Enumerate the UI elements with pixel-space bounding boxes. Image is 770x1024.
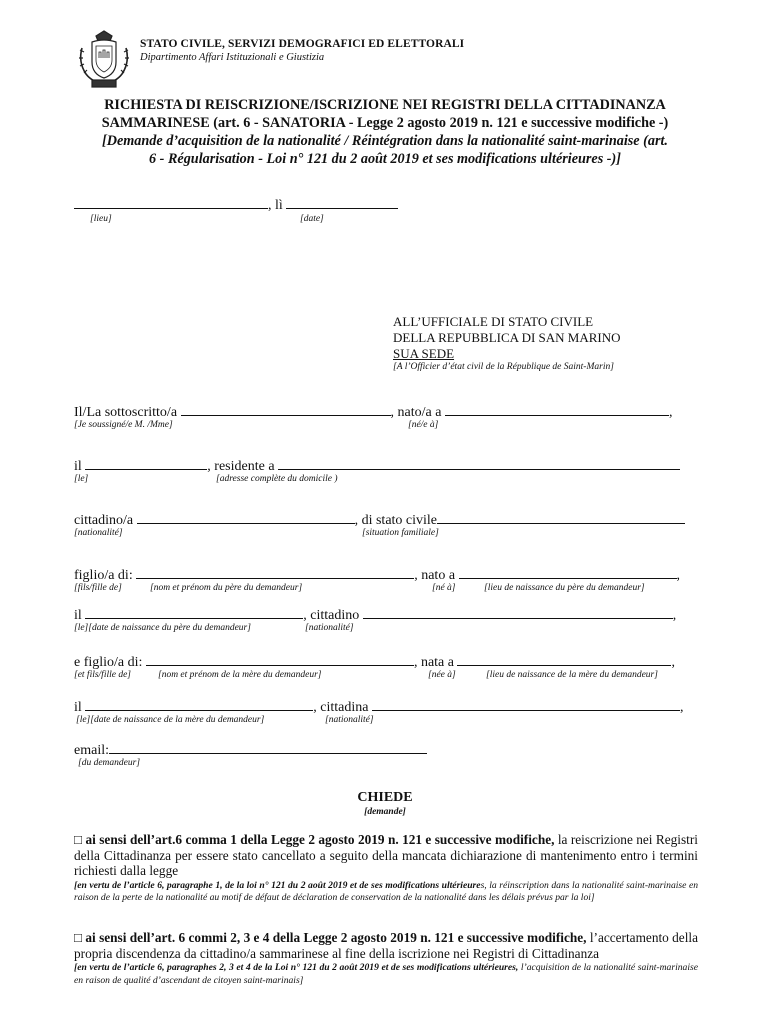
trailing-comma: , (676, 568, 681, 583)
title-line-3: [Demande d’acquisition de la nationalité / Réintégration dans la nationalité saint-marinaise (art. (102, 133, 668, 149)
civil-status-label: , di stato civile (354, 513, 438, 528)
request-option-1 (74, 832, 698, 905)
place-date-separator: , lì (268, 198, 283, 213)
place-caption: [lieu] (90, 214, 112, 224)
birthdate-residence-row (74, 457, 680, 475)
mother-date-caption: [le][date de naissance de la mère du demandeur] (76, 715, 265, 725)
option-1-text: la reiscrizione nei Registri della Cittadinanza per essere stato cancellato a seguito della mancata dichiarazione di mantenimento entro i termini richiesti dalla legge (74, 832, 698, 878)
mother-row (74, 653, 675, 671)
father-date-row (74, 606, 676, 624)
option-2-french-legal-basis: [en vertu de l’article 6, paragraphes 2, 3 et 4 de la Loi n° 121 du 2 août 2019 et de ses modifications ultérieures, (74, 962, 519, 973)
mother-born-label: , nata a (413, 655, 454, 670)
resident-caption: [adresse complète du domicile ) (216, 474, 338, 484)
option-1-legal-basis: ai sensi dell’art.6 comma 1 della Legge 2 agosto 2019 n. 121 e successive modifiche, (85, 832, 555, 847)
addressee-line-3: SUA SEDE (393, 346, 455, 361)
email-row (74, 741, 427, 759)
option-1-french-legal-basis: [en vertu de l’article 6, paragraphe 1, de la loi n° 121 du 2 août 2019 et de ses modifications ultérieure (74, 879, 481, 891)
citizen-label: cittadino/a (74, 513, 134, 528)
email-label: email: (74, 743, 109, 758)
father-citizen-caption: [nationalité] (305, 623, 354, 633)
date-field[interactable] (286, 196, 398, 209)
date-caption: [date] (300, 214, 324, 224)
mother-name-field[interactable] (146, 653, 414, 666)
child-of-label: figlio/a di: (74, 568, 133, 583)
father-birthplace-field[interactable] (459, 566, 677, 579)
father-born-label: , nato a (414, 568, 456, 583)
resident-label: , residente a (207, 459, 275, 474)
document-title (70, 96, 700, 168)
on-label: il (74, 459, 82, 474)
residence-field[interactable] (278, 457, 680, 470)
birthdate-field[interactable] (85, 457, 207, 470)
father-row (74, 566, 680, 584)
option-2-legal-basis: ai sensi dell’art. 6 commi 2, 3 e 4 della Legge 2 agosto 2019 n. 121 e successive modifiche, (85, 930, 587, 945)
citizenship-field[interactable] (137, 511, 355, 524)
trailing-comma: , (672, 608, 677, 623)
option-2-checkbox[interactable]: □ (74, 930, 83, 945)
option-1-french-text (74, 880, 698, 905)
option-2-text: l’accertamento della propria discendenza da cittadino/a sammarinese al fine della iscrizione nei Registri di Cittadinanza (74, 930, 698, 961)
option-1-french-body: s, la réinscription dans la nationalité saint-marinaise en raison de la perte de la nationalité au motif de défaut de déclaration de conservation de la nationalité dans les délais prévus par la loi] (74, 879, 698, 903)
trailing-comma: , (679, 700, 684, 715)
title-line-4: 6 - Régularisation - Loi n° 121 du 2 août 2019 et ses modifications ultérieures -)] (149, 151, 621, 167)
mother-birthplace-caption: [lieu de naissance de la mère du demandeur] (486, 670, 658, 680)
mother-of-label: e figlio/a di: (74, 655, 143, 670)
republic-coat-of-arms-logo (74, 28, 134, 90)
father-birthdate-field[interactable] (85, 606, 303, 619)
father-citizenship-field[interactable] (363, 606, 673, 619)
addressee-line-1: ALL’UFFICIALE DI STATO CIVILE (393, 314, 594, 329)
trailing-comma: , (671, 655, 675, 670)
addressee-caption: [A l’Officier d’état civil de la République de Saint-Marin] (393, 362, 614, 372)
addressee-line-2: DELLA REPUBBLICA DI SAN MARINO (393, 330, 621, 345)
mother-name-caption: [nom et prénom de la mère du demandeur] (158, 670, 322, 680)
citizenship-row (74, 511, 685, 529)
father-birthplace-caption: [lieu de naissance du père du demandeur] (484, 583, 645, 593)
title-line-2: SAMMARINESE (art. 6 - SANATORIA - Legge 2 agosto 2019 n. 121 e successive modifiche -) (101, 115, 669, 131)
undersigned-name-field[interactable] (181, 403, 391, 416)
father-born-caption: [né à] (432, 583, 456, 593)
request-heading: CHIEDE (357, 790, 413, 805)
trailing-comma: , (668, 405, 673, 420)
on-caption: [le] (74, 474, 89, 484)
undersigned-row (74, 403, 672, 421)
civil-status-field[interactable] (437, 511, 685, 524)
mother-citizen-label: , cittadina (313, 700, 369, 715)
option-2-french-body: l’acquisition de la nationalité saint-marinaise en raison de qualité d’ascendant de citoyen saint-marinais] (74, 962, 698, 986)
citizen-caption: [nationalité] (74, 528, 123, 538)
father-name-caption: [nom et prénom du père du demandeur] (150, 583, 303, 593)
child-of-caption: [fils/fille de] (74, 583, 122, 593)
father-citizen-label: , cittadino (303, 608, 360, 623)
undersigned-label: Il/La sottoscritto/a (74, 405, 178, 420)
father-date-caption: [le][date de naissance du père du demandeur] (74, 623, 251, 633)
title-line-1: RICHIESTA DI REISCRIZIONE/ISCRIZIONE NEI REGISTRI DELLA CITTADINANZA (104, 97, 666, 113)
father-name-field[interactable] (136, 566, 414, 579)
mother-date-row (74, 698, 683, 716)
mother-born-caption: [née à] (428, 670, 456, 680)
mother-of-caption: [et fils/fille de] (74, 670, 131, 680)
place-date-row (74, 196, 398, 214)
email-caption: [du demandeur] (78, 758, 141, 768)
born-in-caption: [né/e à] (408, 420, 439, 430)
email-field[interactable] (109, 741, 427, 754)
request-option-2 (74, 930, 698, 987)
department-name: Dipartimento Affari Istituzionali e Giustizia (140, 52, 325, 63)
birthplace-field[interactable] (445, 403, 669, 416)
mother-date-label: il (74, 700, 82, 715)
mother-birthdate-field[interactable] (85, 698, 313, 711)
mother-citizenship-field[interactable] (372, 698, 680, 711)
place-field[interactable] (74, 196, 268, 209)
father-date-label: il (74, 608, 82, 623)
mother-birthplace-field[interactable] (457, 653, 671, 666)
born-in-label: , nato/a a (390, 405, 442, 420)
civil-status-caption: [situation familiale] (362, 528, 439, 538)
undersigned-caption: [Je soussigné/e M. /Mme] (74, 420, 173, 430)
mother-citizen-caption: [nationalité] (325, 715, 374, 725)
request-heading-caption: [demande] (364, 807, 406, 817)
option-1-checkbox[interactable]: □ (74, 832, 83, 847)
office-name: STATO CIVILE, SERVIZI DEMOGRAFICI ED ELETTORALI (140, 38, 465, 50)
addressee-block (393, 314, 621, 362)
option-2-french-text (74, 962, 698, 987)
